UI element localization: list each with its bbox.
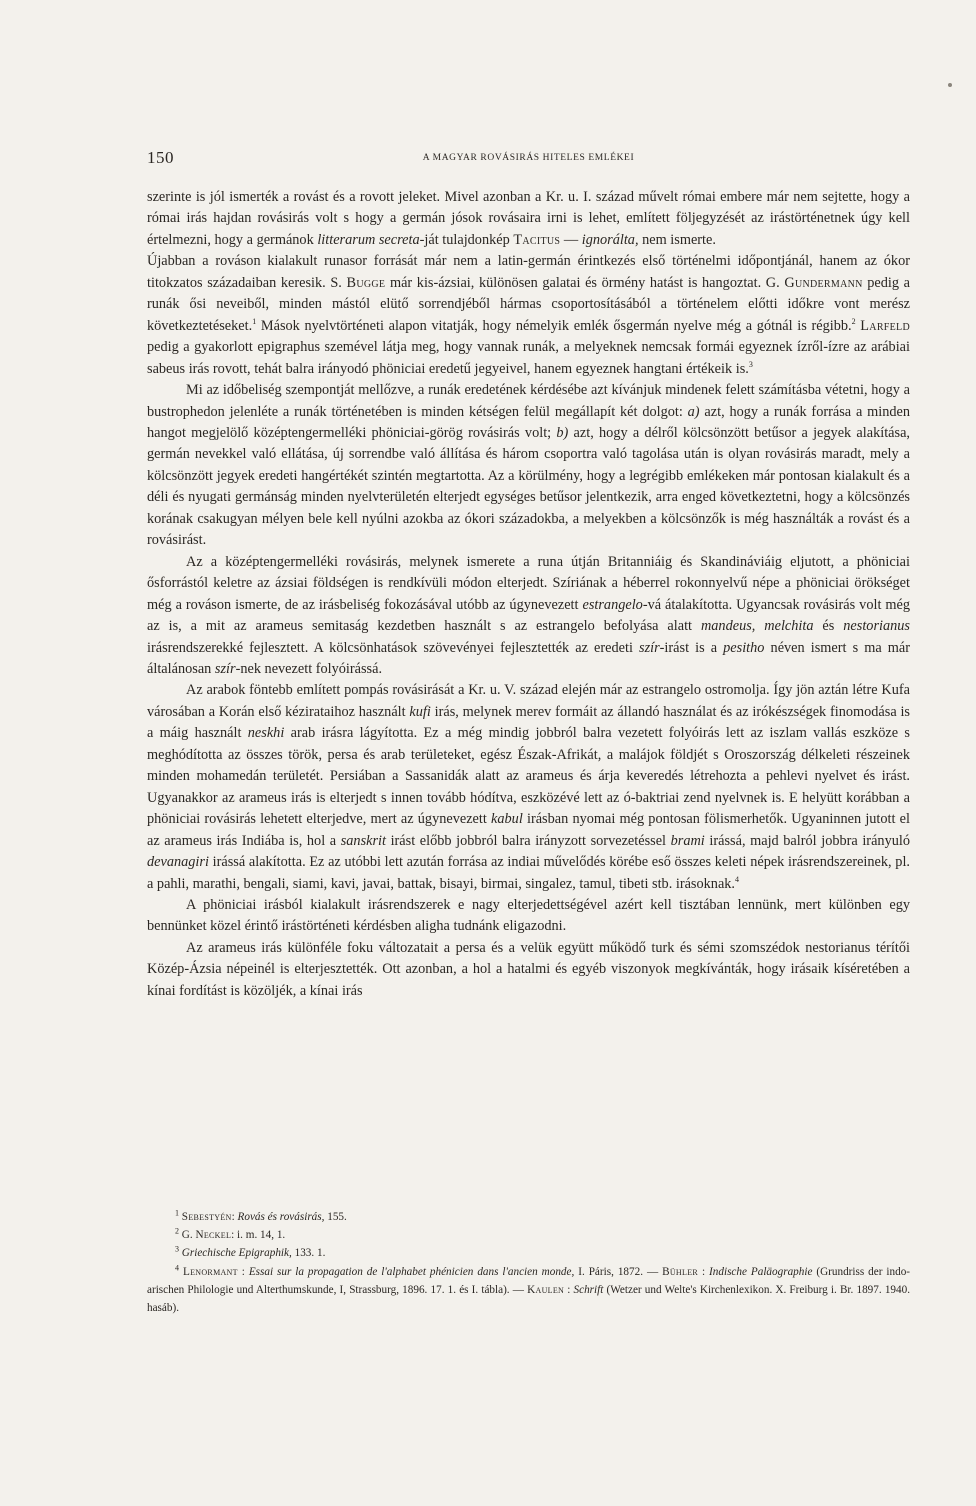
footnote-ref: 3 — [748, 359, 753, 369]
running-head — [147, 148, 910, 172]
paragraph-5: Az arabok föntebb említett pompás rovásirását a Kr. u. V. század elején már az estrangelo ostromolja. Így jön aztán létre Kufa városában a Korán első kézirataihoz használt kufi irás, melynek merev formáit az állandó használat és az irókészségek finomodása is a máig használt neskhi arab irásra lágyította. Ez a még mindig jobbról balra vezetett folyóirás lett az iszlam vallás eszköze s meghódította az összes török, persa és arab területeket, egész Észak-Afrikát, a malájok földjét s Oroszország délkeleti részeinek minden mohamedán területét. Persiában a Sassanidák alatt az arameus és árja keveredés létrehozta a pehlevi nyelvet és irást. Ugyanakkor az arameus irás is elterjedt s innen tovább hódítva, eszközévé lett az ó-baktriai zend nyelvnek is. E helyütt korábban a phöniciai rovásirás lehetett elterjedve, mert az úgynevezett kabul irásban nyomai még pontosan fölismerhetők. Ugyaninnen jutott el az arameus irás Indiába is, hol a sanskrit irást előbb jobbról balra irányzott sorvezetéssel brami irássá, majd balról jobbra irányuló devanagiri irássá alakította. Ez az utóbbi lett azután forrása az indiai művelődés körébe eső összes keleti népek irásrendszereinek, pl. a pahli, marathi, bengali, siami, kavi, javai, battak, bisayi, birmai, singalez, tamul, tibeti stb. irásoknak.$^4$ — [147, 682, 910, 892]
footnotes — [147, 1208, 910, 1317]
paragraph-3: Mi az időbeliség szempontját mellőzve, a runák eredetének kérdésébe azt kívánjuk mindenek felett számításba vétetni, hogy a bustrophedon jelenléte a runák történetében is minden kétségen felül megállapít két dolgot: a) azt, hogy a runák forrása a minden hangot megjelölő középtengermelléki phöniciai-görög rovásirás volt; b) azt, hogy a délről kölcsönzött betűsor a jegyek alakítása, germán nevekkel való ellátása, új sorrendbe való állítása és három csoportra való tagolása után is olyan rovásirás maradt, mely a kölcsönzött jegyek eredeti hangértékét szintén megtartotta. Az a körülmény, hogy a legrégibb emlékeken már pontosan kialakult és a déli és nyugati germánság minden nyelvterületén elterjedt egységes betűsor jelentkezik, arra enged következtetni, hogy a kölcsönzés korának csakugyan mélyen bele kell nyúlni azokba az ókori századokba, a melyekben a kölcsönzők is még használták a rovást és a rovásirást. — [147, 382, 911, 549]
author-name: Tacitus — [513, 231, 561, 248]
paragraph-6: A phöniciai irásból kialakult irásrendszerek e nagy elterjedettségével azért kell tisztában lennünk, mert különben egy bennünket közel érintő irástörténeti kérdésben aligha tudnánk eligazodni. — [147, 896, 910, 935]
author-name: Larfeld — [860, 317, 910, 334]
footnote-ref: 2 — [851, 316, 856, 326]
footnote-ref: 1 — [252, 316, 257, 326]
footnote-ref: 4 — [735, 874, 740, 884]
paragraph-2: Újabban a rováson kialakult runasor forrását már nem a latin-germán érintkezés első történelmi időpontjánál, hanem az ókor titokzatos századaiban keresik. S. Bugge már kis-ázsiai, különösen galatai és örmény hatást is hangoztat. G. Gundermann pedig a runák ősi neveiből, minden mástól elütő sorrendjéből hármas csoportosításából a történelem előtti időkre vont merész következtetéseket.$^1$ Mások nyelvtörténeti alapon vitatják, hogy némelyik emlék ősgermán nyelve még a gótnál is régibb.$^2$ Larfeld pedig a gyakorlott epigraphus szemével látja meg, hogy vannak runák, a melyeknek nemcsak formái egyeznek ízről-ízre az arábiai sabeus irás rovott, tehát balra irányodó phöniciai eredetű jegyeivel, hanem egyeznek hangtani értékeik is.$^3$ — [147, 253, 911, 377]
body-text — [147, 187, 910, 1002]
running-title: A MAGYAR ROVÁSIRÁS HITELES EMLÉKEI — [422, 153, 635, 163]
paper-speck — [948, 83, 952, 87]
paragraph-1: szerinte is jól ismerték a rovást és a rovott jeleket. Mivel azonban a Kr. u. I. század művelt római embere már nem sejtette, hogy a római irás hajdan rovásirás volt s hogy a germán jósok rovásaira irni is lehet, említett följegyzését az irástörténetnek úgy kell értelmezni, hogy a germánok litterarum secreta-ját tulajdonkép Tacitus — ignorálta, nem ismerte. — [147, 189, 910, 248]
author-name: Gundermann — [784, 274, 863, 291]
footnote-2: $^2$ G. Neckel: i. m. 14, 1. — [175, 1226, 286, 1242]
footnote-4: $^4$ Lenormant : Essai sur la propagation de l'alphabet phénicien dans l'ancien monde, I. Páris, 1872. — Bühler : Indische Paläographie (Grundriss der indo-arischen Philologie und Alterthumskunde, I, Strassburg, 1896. 17. 1. és I. tábla). — Kaulen : Schrift (Wetzer und Welte's Kirchenlexikon. X. Freiburg i. Br. 1897. 1940. hasáb). — [147, 1262, 911, 1315]
page-number: 150 — [147, 148, 174, 167]
footnote-3: $^3$ Griechische Epigraphik, 133. 1. — [175, 1244, 326, 1260]
paragraph-4: Az a középtengermelléki rovásirás, melynek ismerete a runa útján Britanniáig és Skandináviáig eljutott, a phöniciai ősforrástól keletre az ázsiai földségen is rendkívüli módon elterjedt. Szíriának a héberrel rokonnyelvű népe a phöniciai örökséget még a rováson ismerte, de az irásbeliség fokozásával utóbb az úgynevezett estrangelo-vá átalakította. Ugyancsak rovásirás volt még az is, a mit az arameus semitaság kezdetben használt s az estrangelo befolyása alatt mandeus, melchita és nestorianus irásrendszerekké fejlesztett. A kölcsönhatások szövevényei fejlesztették az eredeti szír-irást is a pesitho néven ismert s ma már általánosan szír-nek nevezett folyóirássá. — [147, 553, 910, 677]
author-name: Bugge — [346, 274, 386, 291]
footnote-1: $^1$ Sebestyén: Rovás és rovásirás, 155. — [175, 1208, 347, 1223]
paragraph-7: Az arameus irás különféle foku változatait a persa és a velük együtt működő turk és sémi szomszédok nestorianus térítői Közép-Ázsia népeinél is elterjesztették. Ott azonban, a hol a hatalmi és egyéb viszonyok megkívánták, hogy irásaik kíséretében a kínai fordítást is közöljék, a kínai irás — [147, 939, 910, 999]
